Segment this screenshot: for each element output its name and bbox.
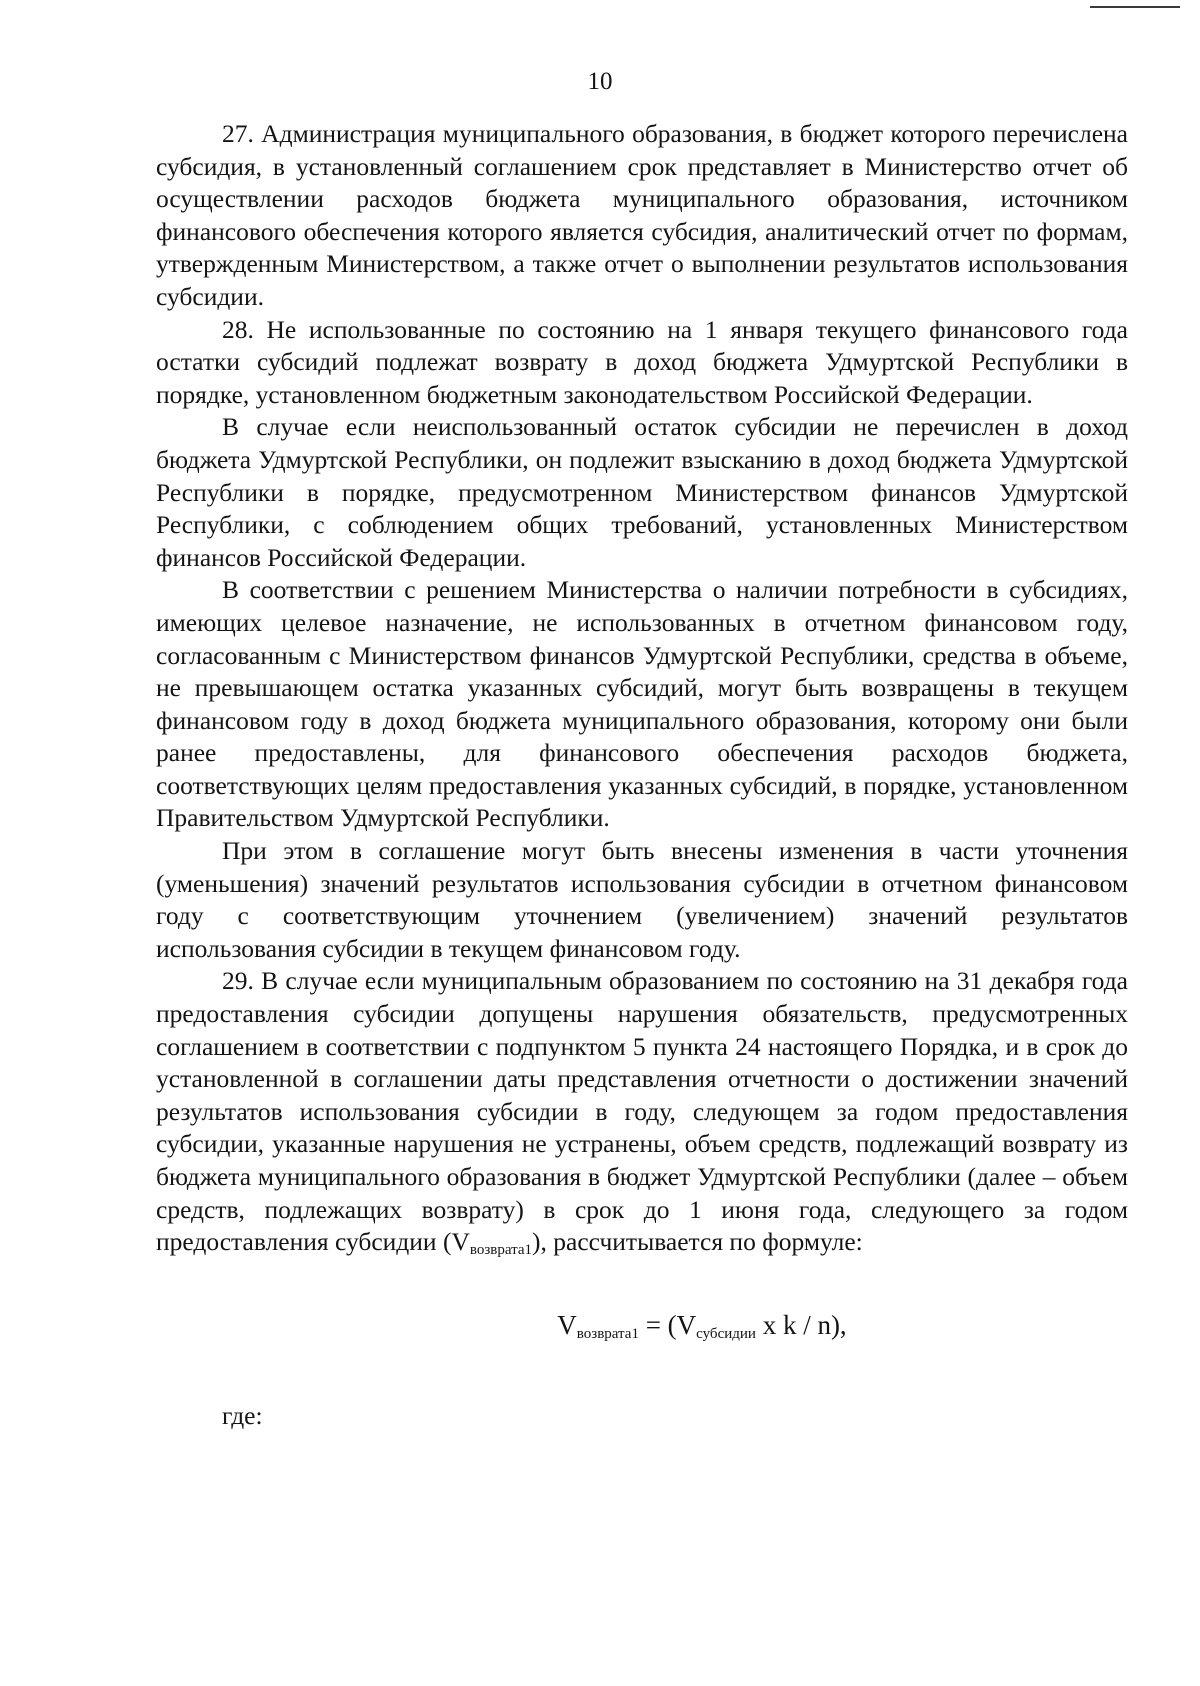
paragraph-27: 27. Администрация муниципального образования, в бюджет которого перечислена субсидия, в установленный соглашением срок представляет в Министерство отчет об осуществлении расходов бюджета муниципального образования, источником финансового обеспечения которого является субсидия, аналитический отчет по формам, утвержденным Министерством, а также отчет о выполнении результатов использования субсидии.: [156, 119, 1128, 311]
paragraph-28-unused-balance: В случае если неиспользованный остаток субсидии не перечислен в доход бюджета Удмуртской Республики, он подлежит взысканию в доход бюджета Удмуртской Республики в порядке, предусмотренном Министерством финансов Удмуртской Республики, с соблюдением общих требований, установленных Министерством финансов Российской Федерации.: [156, 412, 1128, 572]
page-number: 10: [587, 68, 613, 95]
formula-lhs-subscript: возврата1: [576, 1325, 639, 1342]
paragraph-29-text: 29. В случае если муниципальным образованием по состоянию на 31 декабря года предоставления субсидии допущены нарушения обязательств, предусмотренных соглашением в соответствии с подпунктом 5 пункта 24 настоящего Порядка, и в срок до установленной в соглашении даты представления отчетности о достижении значений результатов использования субсидии в году, следующем за годом предоставления субсидии, указанные нарушения не устранены, объем средств, подлежащий возврату из бюджета муниципального образования в бюджет Удмуртской Республики (далее – объем средств, подлежащих возврату) в срок до 1 июня года, следующего за годом предоставления субсидии (V: [156, 966, 1128, 1257]
paragraph-28-ministry-decision: В соответствии с решением Министерства о наличии потребности в субсидиях, имеющих целевое назначение, не использованных в отчетном финансовом году, согласованным с Министерством финансов Удмуртской Республики, средства в объеме, не превышающем остатка указанных субсидий, могут быть возвращены в текущем финансовом году в доход бюджета муниципального образования, которому они были ранее предоставлены, для финансового обеспечения расходов бюджета, соответствующих целям предоставления указанных субсидий, в порядке, установленном Правительством Удмуртской Республики.: [156, 575, 1128, 833]
formula-rhs-subscript: субсидии: [696, 1325, 756, 1342]
where-label: где:: [222, 1400, 263, 1430]
paragraph-29-subscript: возврата1: [469, 1242, 533, 1259]
formula-rhs-tail: x k / n),: [755, 1309, 847, 1340]
formula: [156, 1305, 1128, 1354]
paragraph-29-tail: ), рассчитывается по формуле:: [532, 1227, 863, 1257]
document-body: [156, 118, 1128, 1432]
paragraph-29: [156, 965, 1128, 1266]
paragraph-28-agreement-changes: При этом в соглашение могут быть внесены изменения в части уточнения (уменьшения) значений результатов использования субсидии в отчетном финансовом году с соответствующим уточнением (увеличением) значений результатов использования субсидии в текущем финансовом году.: [156, 836, 1128, 963]
formula-lhs-symbol: V: [557, 1309, 577, 1340]
paragraph-28: 28. Не использованные по состоянию на 1 января текущего финансового года остатки субсидий подлежат возврату в доход бюджета Удмуртской Республики в порядке, установленном бюджетным законодательством Российской Федерации.: [156, 314, 1128, 409]
scan-artifact-line: [1090, 6, 1180, 8]
formula-equals-open: = (V: [638, 1309, 697, 1340]
